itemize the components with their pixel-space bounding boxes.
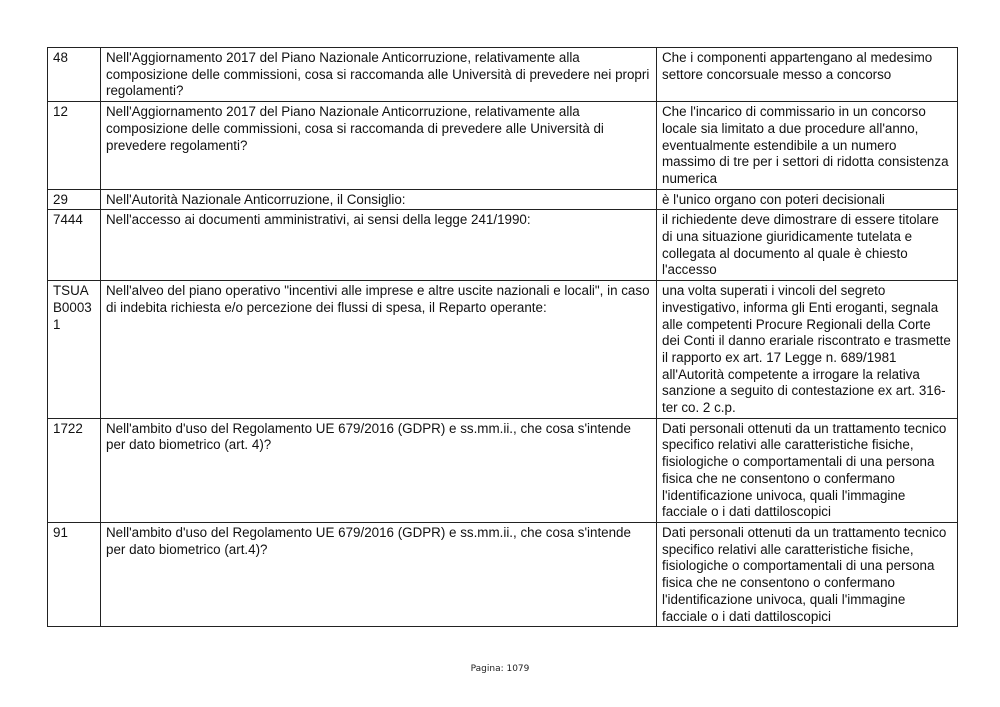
- row-id: 7444: [48, 210, 101, 281]
- row-id: 12: [48, 102, 101, 190]
- row-answer: Dati personali ottenuti da un trattamento tecnico specifico relativi alle caratteristiche fisiche, fisiologiche o comportamentali di una persona fisica che ne consentono o confermano l'identificazione univoca, quali l'immagine facciale o i dati dattiloscopici: [657, 418, 958, 522]
- row-id: 1722: [48, 418, 101, 522]
- row-id: 29: [48, 189, 101, 210]
- row-answer: Dati personali ottenuti da un trattamento tecnico specifico relativi alle caratteristiche fisiche, fisiologiche o comportamentali di una persona fisica che ne consentono o confermano l'identificazione univoca, quali l'immagine facciale o i dati dattiloscopici: [657, 522, 958, 626]
- row-answer: Che l'incarico di commissario in un concorso locale sia limitato a due procedure all'anno, eventualmente estendibile a un numero massimo di tre per i settori di ridotta consistenza numerica: [657, 102, 958, 190]
- table-row: [48, 210, 958, 281]
- row-question: Nell'ambito d'uso del Regolamento UE 679/2016 (GDPR) e ss.mm.ii., che cosa s'intende per dato biometrico (art. 4)?: [101, 418, 657, 522]
- row-question: Nell'Aggiornamento 2017 del Piano Nazionale Anticorruzione, relativamente alla composizione delle commissioni, cosa si raccomanda di prevedere alle Università di prevedere regolamenti?: [101, 102, 657, 190]
- table-row: [48, 189, 958, 210]
- row-answer: Che i componenti appartengano al medesimo settore concorsuale messo a concorso: [657, 48, 958, 102]
- row-answer: è l'unico organo con poteri decisionali: [657, 189, 958, 210]
- row-answer: una volta superati i vincoli del segreto investigativo, informa gli Enti eroganti, segnala alle competenti Procure Regionali della Corte dei Conti il danno erariale riscontrato e trasmette il rapporto ex art. 17 Legge n. 689/1981 all'Autorità competente a irrogare la relativa sanzione a seguito di contestazione ex art. 316-ter co. 2 c.p.: [657, 281, 958, 419]
- row-id: 91: [48, 522, 101, 626]
- row-question: Nell'Aggiornamento 2017 del Piano Nazionale Anticorruzione, relativamente alla composizione delle commissioni, cosa si raccomanda alle Università di prevedere nei propri regolamenti?: [101, 48, 657, 102]
- row-id: 48: [48, 48, 101, 102]
- row-answer: il richiedente deve dimostrare di essere titolare di una situazione giuridicamente tutelata e collegata al documento al quale è chiesto l'accesso: [657, 210, 958, 281]
- table-row: [48, 281, 958, 419]
- row-question: Nell'alveo del piano operativo "incentivi alle imprese e altre uscite nazionali e locali", in caso di indebita richiesta e/o percezione dei flussi di spesa, il Reparto operante:: [101, 281, 657, 419]
- row-question: Nell'Autorità Nazionale Anticorruzione, il Consiglio:: [101, 189, 657, 210]
- page-number: Pagina: 1079: [470, 664, 530, 674]
- table-row: [48, 418, 958, 522]
- row-id: TSUAB00031: [48, 281, 101, 419]
- table-row: [48, 48, 958, 102]
- row-question: Nell'ambito d'uso del Regolamento UE 679/2016 (GDPR) e ss.mm.ii., che cosa s'intende per dato biometrico (art.4)?: [101, 522, 657, 626]
- table-row: [48, 522, 958, 626]
- question-table: [47, 47, 958, 627]
- row-question: Nell'accesso ai documenti amministrativi, ai sensi della legge 241/1990:: [101, 210, 657, 281]
- table-row: [48, 102, 958, 190]
